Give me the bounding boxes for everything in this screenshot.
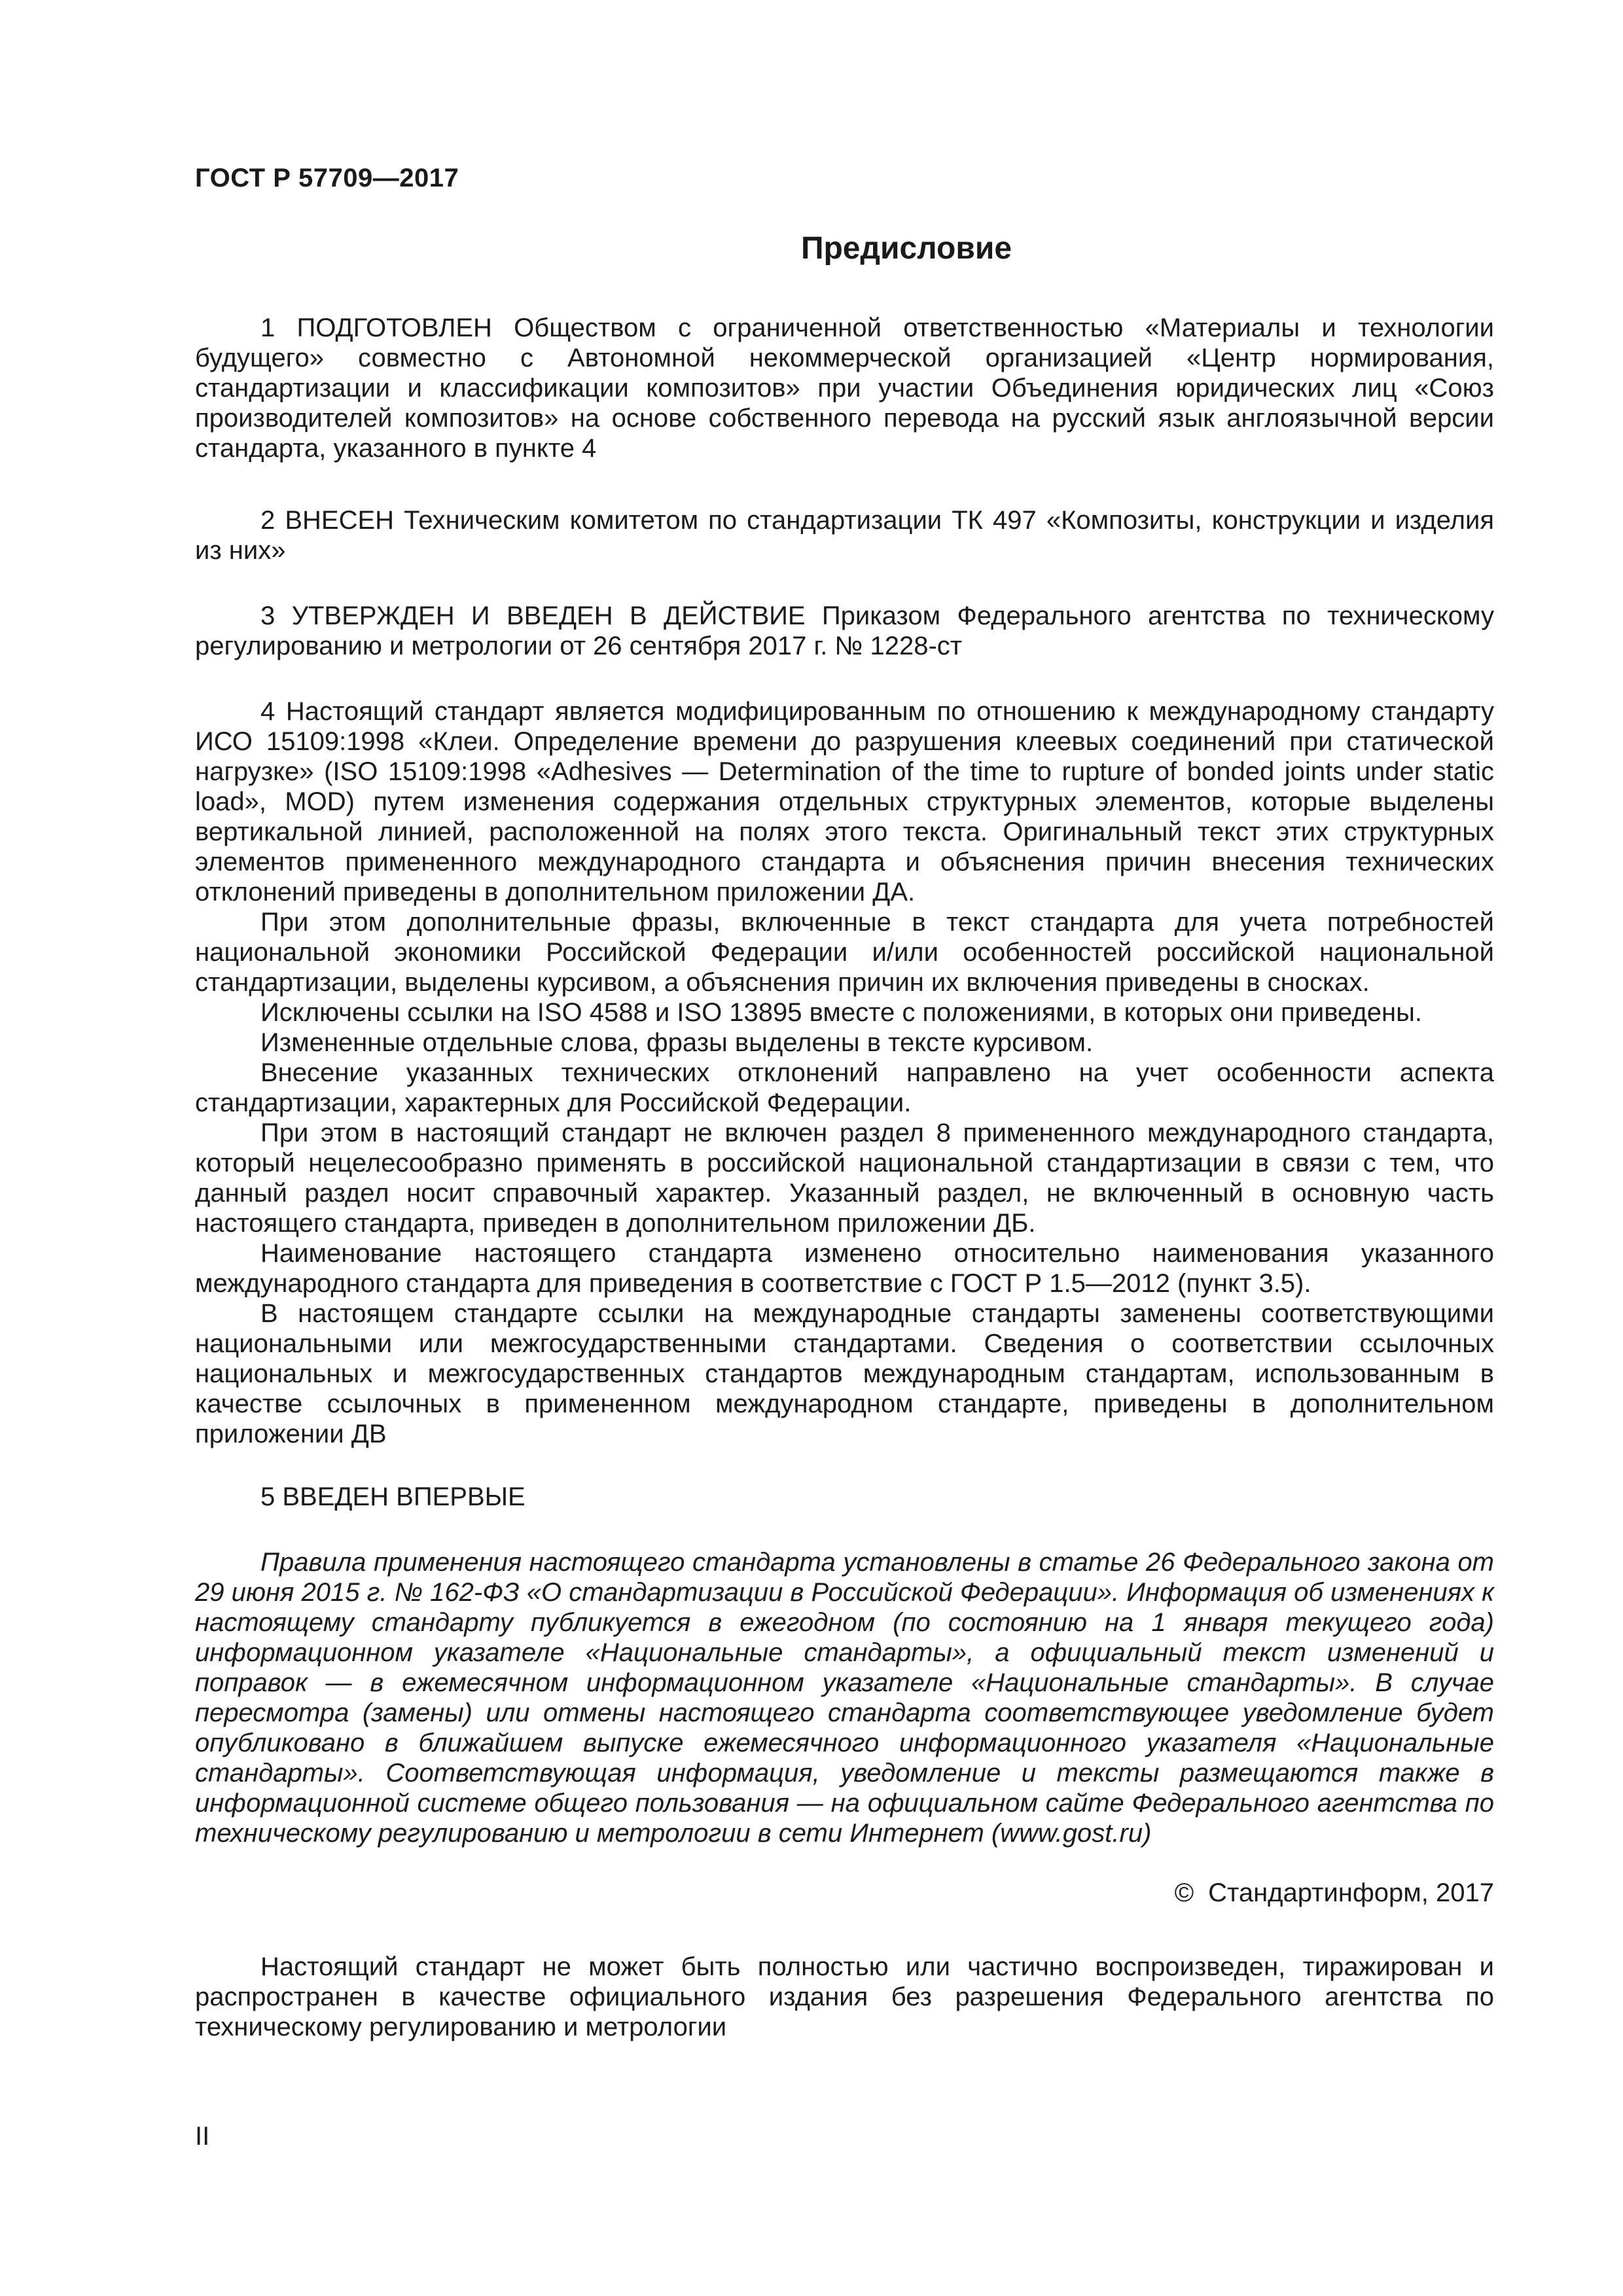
section-5 [195, 1482, 1494, 1512]
section-4-paragraph-7: Наименование настоящего стандарта изменено относительно наименования указанного международного стандарта для приведения в соответствие с ГОСТ Р 1.5—2012 (пункт 3.5). [195, 1239, 1494, 1298]
rules-notice [195, 1547, 1494, 1848]
copyright-text: Стандартинформ, 2017 [1208, 1878, 1494, 1907]
copyright [1175, 1878, 1494, 1908]
section-4-paragraph-5: Внесение указанных технических отклонений направлено на учет особенности аспекта стандартизации, характерных для Российской Федерации. [195, 1058, 1494, 1117]
section-3 [195, 601, 1494, 661]
section-4-paragraph-4: Измененные отдельные слова, фразы выделены в тексте курсивом. [260, 1028, 1094, 1057]
reproduction-notice [195, 1952, 1494, 2042]
section-1 [195, 313, 1494, 463]
rules-notice-text: Правила применения настоящего стандарта установлены в статье 26 Федерального закона от 29 июня 2015 г. № 162-ФЗ «О стандартизации в Российской Федерации». Информация об изменениях к настоящему стандарту публикуется в ежегодном (по состоянию на 1 января текущего года) информационном указателе «Национальные стандарты», а официальный текст изменений и поправок — в ежемесячном информационном указателе «Национальные стандарты». В случае пересмотра (замены) или отмены настоящего стандарта соответствующее уведомление будет опубликовано в ближайшем выпуске ежемесячного информационного указателя «Национальные стандарты». Соответствующая информация, уведомление и тексты размещаются также в информационной системе общего пользования — на официальном сайте Федерального агентства по техническому регулированию и метрологии в сети Интернет (www.gost.ru) [195, 1548, 1494, 1848]
section-4 [195, 696, 1494, 1449]
section-4-paragraph-6: При этом в настоящий стандарт не включен раздел 8 примененного международного стандарта, который нецелесообразно применять в российской национальной стандартизации в связи с тем, что данный раздел носит справочный характер. Указанный раздел, не включенный в основную часть настоящего стандарта, приведен в дополнительном приложении ДБ. [195, 1119, 1494, 1238]
section-4-paragraph-8: В настоящем стандарте ссылки на международные стандарты заменены соответствующими национальными или межгосударственными стандартами. Сведения о соответствии ссылочных национальных и межгосударственных стандартов международным стандартам, использованным в качестве ссылочных в примененном международном стандарте, приведены в дополнительном приложении ДВ [195, 1299, 1494, 1448]
reproduction-notice-text: Настоящий стандарт не может быть полностью или частично воспроизведен, тиражирован и распространен в качестве официального издания без разрешения Федерального агентства по техническому регулированию и метрологии [195, 1952, 1494, 2041]
section-1-paragraph: 1 ПОДГОТОВЛЕН Обществом с ограниченной ответственностью «Материалы и технологии будущего» совместно с Автономной некоммерческой организацией «Центр нормирования, стандартизации и классификации композитов» при участии Объединения юридических лиц «Союз производителей композитов» на основе собственного перевода на русский язык англоязычной версии стандарта, указанного в пункте 4 [195, 314, 1494, 463]
section-2 [195, 505, 1494, 565]
section-5-paragraph: 5 ВВЕДЕН ВПЕРВЫЕ [260, 1482, 526, 1511]
page-number: II [195, 2122, 210, 2151]
copyright-symbol: © [1174, 1878, 1194, 1907]
section-3-paragraph: 3 УТВЕРЖДЕН И ВВЕДЕН В ДЕЙСТВИЕ Приказом Федерального агентства по техническому регулированию и метрологии от 26 сентября 2017 г. № 1228-ст [195, 601, 1494, 660]
section-4-paragraph-2: При этом дополнительные фразы, включенные в текст стандарта для учета потребностей национальной экономики Российской Федерации и/или особенностей российской национальной стандартизации, выделены курсивом, а объяснения причин их включения приведены в сносках. [195, 908, 1494, 997]
section-4-paragraph-1: 4 Настоящий стандарт является модифицированным по отношению к международному стандарту ИСО 15109:1998 «Клеи. Определение времени до разрушения клеевых соединений при статической нагрузке» (ISO 15109:1998 «Adhesives — Determination of the time to rupture of bonded joints under static load», MOD) путем изменения содержания отдельных структурных элементов, которые выделены вертикальной линией, расположенной на полях этого текста. Оригинальный текст этих структурных элементов примененного международного стандарта и объяснения причин внесения технических отклонений приведены в дополнительном приложении ДА. [195, 697, 1494, 906]
section-4-paragraph-3: Исключены ссылки на ISO 4588 и ISO 13895 вместе с положениями, в которых они приведены. [260, 998, 1422, 1027]
document-code: ГОСТ Р 57709—2017 [195, 164, 459, 192]
page-title: Предисловие [800, 231, 1012, 266]
section-2-paragraph: 2 ВНЕСЕН Техническим комитетом по стандартизации ТК 497 «Композиты, конструкции и изделия из них» [195, 506, 1494, 565]
